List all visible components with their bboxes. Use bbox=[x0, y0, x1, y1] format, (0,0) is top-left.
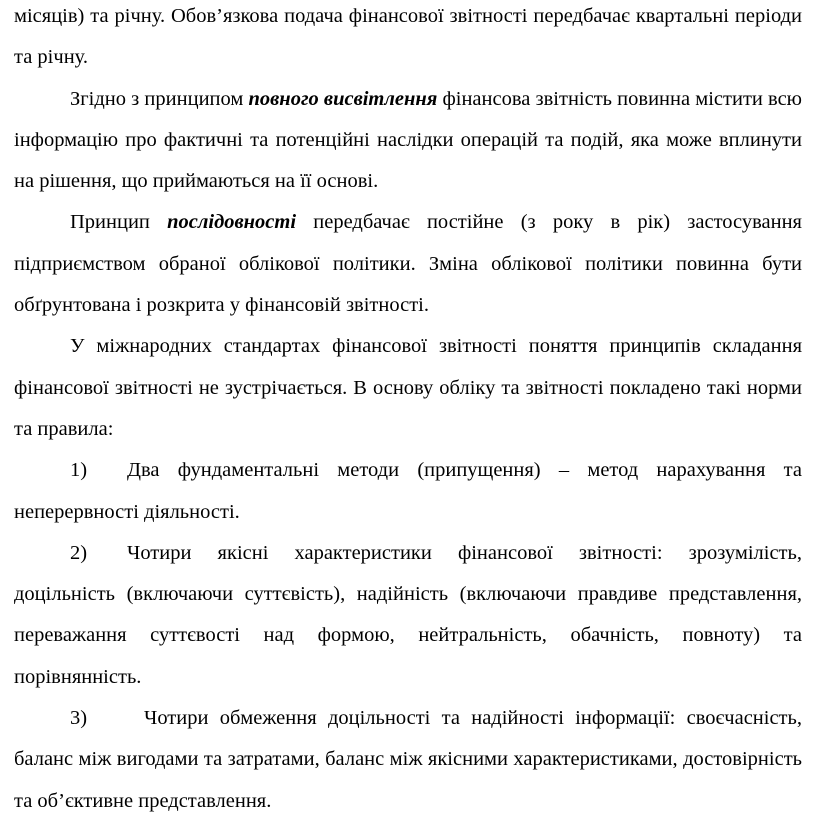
list-item-text: Чотири якісні характеристики фінансової звітності: зрозумілість, доцільність (включаючи суттєвість), надійність (включаючи правдиве представлення, переважання суттєвості над формою, нейтральність, обачність, повноту) та порівнянність. bbox=[14, 541, 802, 688]
list-item-number: 2) bbox=[70, 541, 88, 564]
list-item-number: 1) bbox=[70, 459, 88, 482]
paragraph-full-disclosure bbox=[14, 79, 802, 203]
list-item-text: Два фундаментальні методи (припущення) – метод нарахування та неперервності діяльності. bbox=[14, 459, 802, 523]
paragraph-text: Принцип bbox=[70, 211, 168, 234]
document-page bbox=[14, 0, 802, 822]
paragraph-text: фінансова звітність повинна містити всю інформацію про фактичні та потенційні наслідки операцій та подій, яка може вплинути на рішення, що приймаються на її основі. bbox=[14, 87, 802, 193]
paragraph-text: передбачає постійне (з року в рік) застосування підприємством обраної облікової політики. Зміна облікової політики повинна бути обґрунтована і розкрита у фінансовій звітності. bbox=[14, 211, 802, 317]
list-item-3 bbox=[14, 698, 802, 822]
list-item-2 bbox=[14, 533, 802, 698]
list-item-1 bbox=[14, 450, 802, 533]
list-item-number: 3) bbox=[70, 707, 88, 730]
paragraph-consistency bbox=[14, 202, 802, 326]
paragraph-reporting-periods bbox=[14, 0, 802, 79]
paragraph-text: Згідно з принципом bbox=[70, 87, 249, 110]
paragraph-text: місяців) та річну. Обов’язкова подача фінансової звітності передбачає квартальні періоди та річну. bbox=[14, 5, 802, 69]
paragraph-ifrs bbox=[14, 326, 802, 450]
term-consistency: послідовності bbox=[167, 211, 297, 234]
term-full-disclosure: повного висвітлення bbox=[248, 87, 438, 110]
paragraph-text: У міжнародних стандартах фінансової звітності поняття принципів складання фінансової звітності не зустрічається. В основу обліку та звітності покладено такі норми та правила: bbox=[14, 335, 802, 440]
list-item-text: Чотири обмеження доцільності та надійності інформації: своєчасність, баланс між вигодами та затратами, баланс між якісними характеристиками, достовірність та об’єктивне представлення. bbox=[14, 707, 802, 812]
